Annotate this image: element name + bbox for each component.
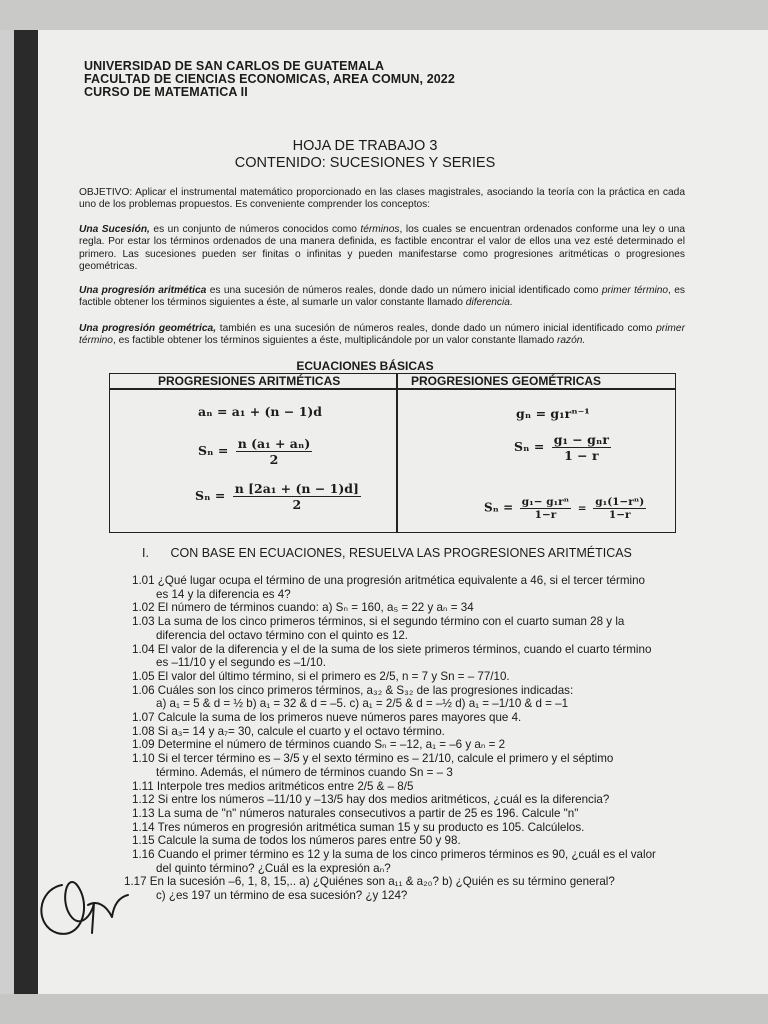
objective-paragraph: OBJETIVO: Aplicar el instrumental matemático proporcionado en las clases magistrales, asociando la teoría con la práctica en cada uno de los problemas propuestos. Es conveniente comprender los conceptos: [79,187,685,211]
exercise-item: 1.01 ¿Qué lugar ocupa el término de una progresión aritmética equivalente a 46, si el tercer término [132,574,645,587]
exercise-item: 1.16 Cuando el primer término es 12 y la suma de los cinco primeros términos es 90, ¿cuál es el valor [132,848,656,862]
exercise-item: 1.07 Calcule la suma de los primeros nueve números pares mayores que 4. [132,711,522,725]
exercise-item: 1.11 Interpole tres medios aritméticos entre 2/5 & – 8/5 [132,779,414,793]
section-number: I. [142,546,149,560]
exercise-list [124,574,732,903]
course-name: CURSO DE MATEMATICA II [84,85,248,99]
aritmetica-term: Una progresión aritmética [79,285,207,296]
exercise-item-cont: del quinto término? ¿Cuál es la expresión aₙ? [156,861,391,875]
arithmetic-column-header: PROGRESIONES ARITMÉTICAS [158,374,341,388]
exercise-item: 1.04 El valor de la diferencia y el de la suma de los siete primeros términos, cuando el cuarto término [132,642,652,656]
handwritten-signature [22,845,132,945]
section-title: CON BASE EN ECUACIONES, RESUELVA LAS PROGRESIONES ARITMÉTICAS [170,546,632,560]
equations-title: ECUACIONES BÁSICAS [296,359,434,373]
photo-background-bottom [0,994,768,1024]
formula-nth-term-geometric: gₙ = g₁rⁿ⁻¹ [516,406,590,421]
exercise-item: 1.13 La suma de "n" números naturales consecutivos a partir de 25 es 196. Calcule "n" [132,806,579,820]
formula-sum-geometric-2: Sₙ = $\frac{\text{g₁− g₁rⁿ}}{1-r}$ = $\frac{\text{g₁(1−rⁿ)}}{1-r}$ [484,496,645,521]
exercise-item-cont: es –11/10 y el segundo es –1/10. [156,656,326,670]
exercise-item-cont: a) a₁ = 5 & d = ½ b) a₁ = 32 & d = –5. c) a₁ = 2/5 & d = –½ d) a₁ = –1/10 & d = –1 [156,697,569,711]
sucesion-definition: Una Sucesión, es un conjunto de números conocidos como términos, los cuales se encuentran ordenados conforme una ley o una regla. Por estar los términos ordenados de una manera definida, es factible encontrar el valor de ellos una vez esté determinado el primero. Las sucesiones pueden ser finitas o infinitas y pueden manifestarse como progresiones aritméticas o progresiones geométricas. [79,224,685,273]
equations-divider [396,373,398,533]
sucesion-term: Una Sucesión, [79,224,150,235]
section-i-heading [142,546,632,560]
exercise-item: 1.10 Si el tercer término es – 3/5 y el sexto término es – 21/10, calcule el primero y el séptimo [132,752,614,766]
exercise-item: 1.06 Cuáles son los cinco primeros términos, a₃₂ & S₃₂ de las progresiones indicadas: [132,683,574,697]
geometrica-definition: Una progresión geométrica, también es una sucesión de números reales, donde dado un número inicial identificado como primer término, es factible obtener los términos siguientes a éste, multiplicándole por un valor constante llamado razón. [79,323,685,347]
exercise-item-cont: término. Además, el número de términos cuando Sn = – 3 [156,765,453,779]
exercise-item: 1.03 La suma de los cinco primeros términos, si el segundo término con el cuarto suman 28 y la [132,615,625,629]
exercise-item: 1.02 El número de términos cuando: a) Sₙ = 160, a₅ = 22 y aₙ = 34 [132,601,474,615]
geometrica-term: Una progresión geométrica, [79,323,217,334]
photo-background-top [0,0,768,30]
aritmetica-definition: Una progresión aritmética es una sucesión de números reales, donde dado un número inicial identificado como primer término, es factible obtener los términos siguientes a éste, al sumarle un valor constante llamado diferencia. [79,285,686,309]
exercise-item: 1.09 Determine el número de términos cuando Sₙ = –12, a₁ = –6 y aₙ = 2 [132,738,506,752]
exercise-item: 1.15 Calcule la suma de todos los números pares entre 50 y 98. [132,834,461,848]
exercise-item: 1.14 Tres números en progresión aritmética suman 15 y su producto es 105. Calcúlelos. [132,820,585,834]
exercise-item: 1.12 Si entre los números –11/10 y –13/5 hay dos medios aritméticos, ¿cuál es la diferencia? [132,793,610,807]
exercise-item-cont: c) ¿es 197 un término de esa sucesión? ¿y 124? [156,889,408,903]
formula-sum-geometric-1: Sₙ = $\frac{\text{g₁ − gₙr}}{1 - r}$ [514,432,609,463]
exercise-item: 1.17 En la sucesión –6, 1, 8, 15,.. a) ¿Quiénes son a₁₁ & a₂₀? b) ¿Quién es su término general? [124,875,615,889]
exercise-item-cont: es 14 y la diferencia es 4? [156,587,291,601]
university-name: UNIVERSIDAD DE SAN CARLOS DE GUATEMALA [84,59,385,73]
formula-sum-arithmetic-1: Sₙ = $\frac{\text{n (a₁ + aₙ)}}{2}$ [198,436,311,467]
institution-header [84,60,455,99]
content-title: CONTENIDO: SUCESIONES Y SERIES [234,155,496,171]
formula-sum-arithmetic-2: Sₙ = $\frac{\text{n [2a₁ + (n − 1)d]}}{2}$ [195,481,359,512]
formula-nth-term-arithmetic: aₙ = a₁ + (n − 1)d [198,404,323,419]
exercise-item-cont: diferencia del octavo término con el quinto es 12. [156,628,408,642]
exercise-item: 1.05 El valor del último término, si el primero es 2/5, n = 7 y Sn = – 77/10. [132,669,510,683]
geometric-column-header: PROGRESIONES GEOMÉTRICAS [411,374,602,388]
equations-header-line [109,388,676,390]
faculty-name: FACULTAD DE CIENCIAS ECONOMICAS, AREA COMUN, 2022 [84,72,455,86]
worksheet-title: HOJA DE TRABAJO 3 [292,138,438,154]
exercise-item: 1.08 Si a₃= 14 y a₇= 30, calcule el cuarto y el octavo término. [132,724,445,738]
